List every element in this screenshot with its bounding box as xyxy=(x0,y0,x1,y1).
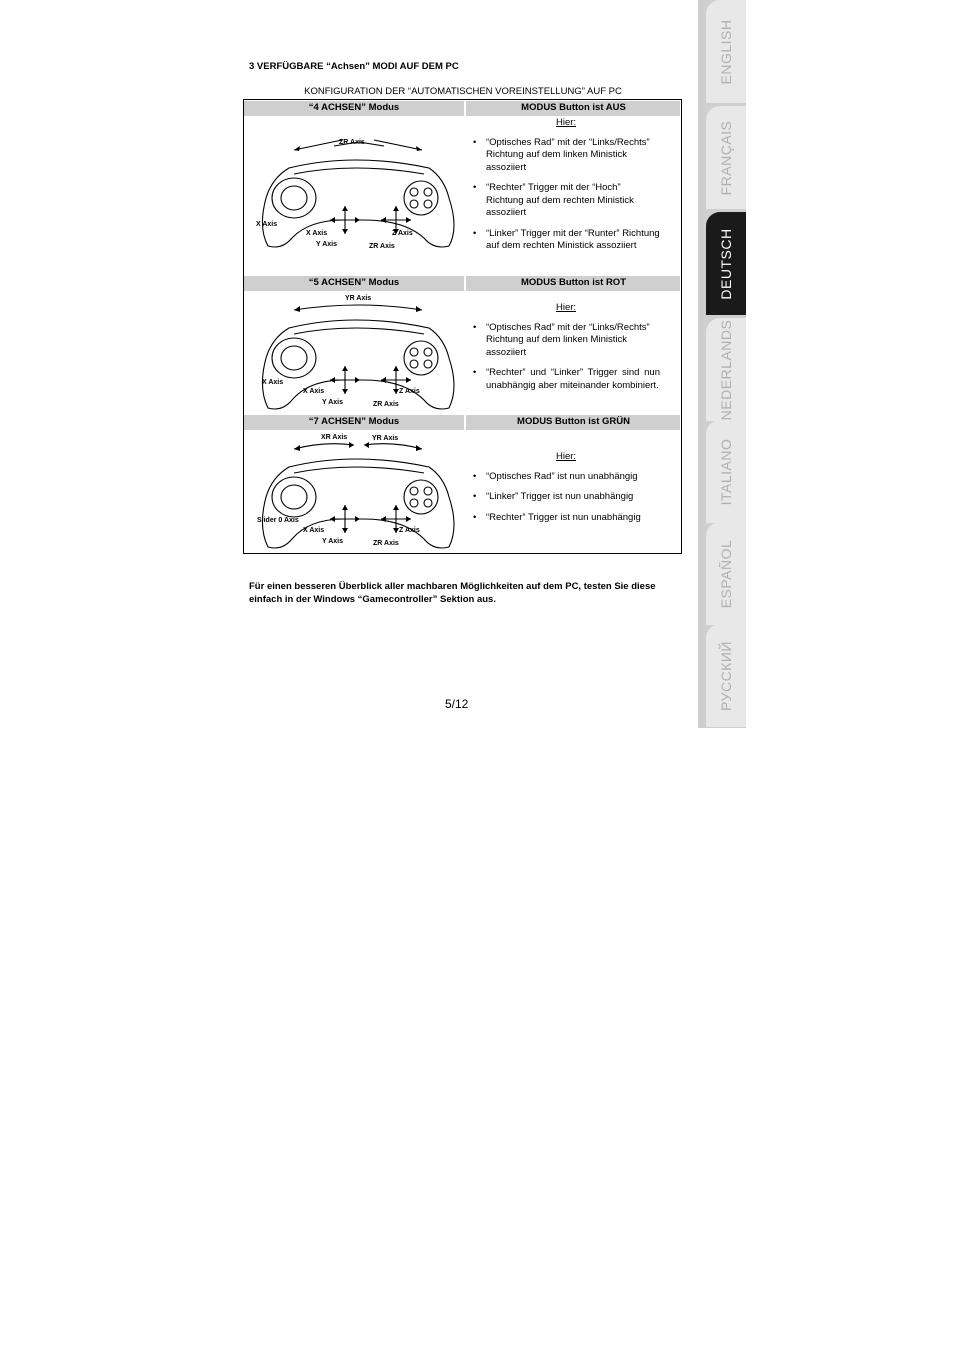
axis-label-stick-left-x: X Axis xyxy=(303,527,325,534)
bullet-list xyxy=(472,322,660,393)
footer-note: Für einen besseren Überblick aller machbaren Möglichkeiten auf dem PC, testen Sie diese einfach in der Windows “Gamecontroller” Sektion aus. xyxy=(249,581,656,605)
axis-label-left: X Axis xyxy=(262,379,284,386)
axis-label-top-right: ZR Axis xyxy=(339,139,365,146)
gamepad-diagram xyxy=(254,431,464,551)
gamepad-illustration xyxy=(254,431,464,551)
gamepad-diagram xyxy=(254,128,464,252)
axis-label-top-right: YR Axis xyxy=(372,435,399,442)
mode-header-row xyxy=(244,276,680,291)
tab-nederlands[interactable]: NEDERLANDS xyxy=(706,318,746,421)
list-item: • “Rechter” Trigger ist nun unabhängig xyxy=(472,512,660,525)
axis-label-stick-left-x: X Axis xyxy=(306,230,328,237)
axis-label-stick-right-y: ZR Axis xyxy=(369,243,395,250)
hier-label: Hier: xyxy=(555,302,577,313)
mode-description xyxy=(472,117,660,261)
list-item: • “Rechter” Trigger mit der “Hoch” Richtung auf dem rechten Ministick assoziiert xyxy=(472,182,660,220)
mode-label: “7 ACHSEN” Modus xyxy=(308,416,400,427)
axis-label-top-right: YR Axis xyxy=(345,295,372,302)
hier-label: Hier: xyxy=(555,117,577,128)
list-item: • “Linker” Trigger mit der “Runter” Richtung auf dem rechten Ministick assoziiert xyxy=(472,228,660,253)
axis-label-stick-left-x: X Axis xyxy=(303,388,325,395)
gamepad-illustration xyxy=(254,128,464,252)
list-item: • “Optisches Rad” mit der “Links/Rechts” Richtung auf dem linken Ministick assoziiert xyxy=(472,137,660,175)
tab-english[interactable]: ENGLISH xyxy=(706,0,746,103)
list-item: • “Linker” Trigger ist nun unabhängig xyxy=(472,491,660,504)
axis-label-stick-left-y: Y Axis xyxy=(322,538,344,545)
list-item: • “Optisches Rad” mit der “Links/Rechts” Richtung auf dem linken Ministick assoziiert xyxy=(472,322,660,360)
mode-label: “4 ACHSEN” Modus xyxy=(308,102,400,113)
axis-label-stick-left-y: Y Axis xyxy=(316,241,338,248)
modes-table xyxy=(243,99,682,554)
bullet-list xyxy=(472,471,660,525)
mode-label: “5 ACHSEN” Modus xyxy=(308,277,400,288)
list-item: • “Optisches Rad” ist nun unabhängig xyxy=(472,471,660,484)
section-heading: 3 VERFÜGBARE “Achsen” MODI AUF DEM PC xyxy=(249,61,459,72)
mode-description xyxy=(472,302,660,400)
config-subheading: KONFIGURATION DER “AUTOMATISCHEN VOREINSTELLUNG” AUF PC xyxy=(304,86,622,97)
tab-italiano[interactable]: ITALIANO xyxy=(706,420,746,523)
page-number: 5/12 xyxy=(445,697,469,711)
axis-label-stick-left-y: Y Axis xyxy=(322,399,344,406)
mode-button-label: MODUS Button ist ROT xyxy=(520,277,626,288)
mode-button-label: MODUS Button ist AUS xyxy=(521,102,626,113)
gamepad-diagram xyxy=(254,292,464,412)
axis-label-stick-right-x: Z Axis xyxy=(392,230,413,237)
tab-deutsch[interactable]: DEUTSCH xyxy=(706,212,746,315)
gamepad-illustration xyxy=(254,292,464,412)
hier-label: Hier: xyxy=(555,451,577,462)
axis-label-stick-right-x: Z Axis xyxy=(399,388,420,395)
tab-espanol[interactable]: ESPAÑOL xyxy=(706,522,746,625)
axis-label-left: Slider 0 Axis xyxy=(257,517,299,524)
mode-button-label: MODUS Button ist GRÜN xyxy=(517,416,630,427)
axis-label-stick-right-x: Z Axis xyxy=(399,527,420,534)
tab-francais[interactable]: FRANÇAIS xyxy=(706,106,746,209)
axis-label-left: X Axis xyxy=(256,221,278,228)
axis-label-stick-right-y: ZR Axis xyxy=(373,540,399,547)
list-item: • “Rechter” und “Linker” Trigger sind nun unabhängig aber miteinander kombiniert. xyxy=(472,367,660,392)
mode-header-row xyxy=(244,101,680,116)
mode-header-row xyxy=(244,415,680,430)
mode-description xyxy=(472,451,660,532)
language-sidebar xyxy=(698,0,746,728)
axis-label-stick-right-y: ZR Axis xyxy=(373,401,399,408)
axis-label-top-left: XR Axis xyxy=(321,434,348,441)
bullet-list xyxy=(472,137,660,253)
tab-russian[interactable]: РУССКИЙ xyxy=(706,624,746,727)
